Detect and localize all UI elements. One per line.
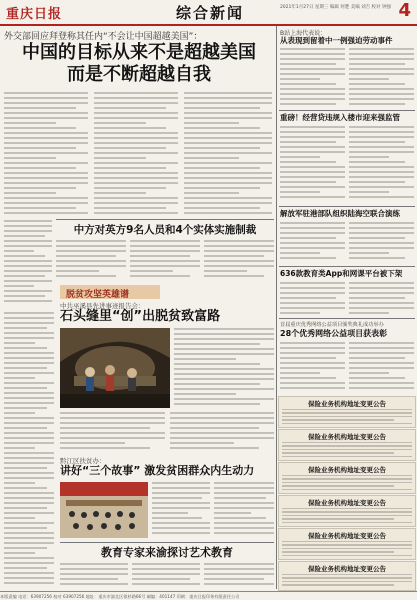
page-number: 4 — [398, 0, 411, 21]
notice-2 — [278, 429, 416, 461]
lead-body-col3 — [184, 92, 272, 216]
left-col-body-2 — [4, 312, 54, 588]
feature-kicker: 中共巫溪县先进事迹报告会： — [60, 302, 145, 310]
right-body-1a — [280, 48, 345, 108]
notice-body — [282, 574, 412, 590]
divider — [56, 219, 274, 220]
qianjiang-headline: 讲好“三个故事” 激发贫困群众内生动力 — [60, 464, 255, 477]
notice-body — [282, 409, 412, 425]
feature-body-col2 — [60, 412, 165, 452]
sanctions-headline: 中方对英方9名人员和4个实体实施制裁 — [73, 224, 257, 236]
lead-kicker: 外交部回应拜登称其任内“不会让中国超越美国”： — [4, 32, 203, 42]
right-headline-4: 636款教育类App和网课平台被下架 — [280, 269, 403, 278]
notice-5 — [278, 528, 416, 560]
masthead — [0, 0, 417, 26]
right-divider-1 — [279, 110, 415, 111]
edu-headline: 教育专家来渝探讨艺术教育 — [101, 546, 233, 559]
issue-meta: 2021年1月27日 星期三 编辑 何楚 美编 刘吉 校对 钟强 — [279, 5, 391, 10]
edu-body-3 — [204, 563, 274, 589]
right-body-1b — [349, 48, 414, 108]
feature-body-col3 — [170, 412, 274, 452]
right-divider-3 — [279, 266, 415, 267]
meeting-photo — [60, 482, 148, 538]
right-headline-1: 从表现到留着中一例强迫劳动事件 — [280, 36, 393, 45]
meeting-scene-image — [60, 482, 148, 538]
divider-2 — [60, 542, 274, 543]
notice-title: 保险业务机构地址变更公告 — [308, 466, 386, 474]
sanctions-body-1 — [56, 240, 126, 280]
column-divider — [276, 26, 277, 589]
feature-banner — [60, 285, 160, 299]
notice-body — [282, 508, 412, 524]
lead-headline-1: 中国的目标从来不是超越美国 — [22, 42, 256, 63]
section-title: 综合新闻 — [176, 4, 245, 22]
right-body-3b — [349, 222, 414, 264]
qianjiang-kicker: 黔江区扶贫办： — [60, 457, 106, 465]
right-kicker-5: 首届重庆优秀网络公益项目颁奖典礼成功举办 — [280, 322, 384, 328]
right-headline-5: 28个优秀网络公益项目获表彰 — [280, 329, 388, 338]
lead-body-col2 — [94, 92, 178, 216]
right-body-2a — [280, 126, 345, 202]
feature-body-col1 — [174, 328, 274, 408]
right-body-4a — [280, 282, 345, 316]
right-kicker-1: B站上海代表说： — [280, 30, 327, 37]
notice-title: 保险业务机构地址变更公告 — [308, 499, 386, 507]
cave-scene-image — [60, 328, 170, 408]
right-divider-4 — [279, 318, 415, 319]
lead-body-col1 — [4, 92, 88, 216]
lead-headline-2: 而是不断超越自我 — [67, 64, 211, 85]
notice-title: 保险业务机构地址变更公告 — [308, 532, 386, 540]
left-col-body — [4, 220, 52, 308]
right-body-5b — [349, 342, 414, 392]
notice-title: 保险业务机构地址变更公告 — [308, 565, 386, 573]
qianjiang-body-1 — [152, 482, 210, 538]
feature-photo — [60, 328, 170, 408]
right-headline-3: 解放军驻港部队组织陆海空联合演练 — [280, 209, 400, 218]
notice-body — [282, 442, 412, 458]
notice-1 — [278, 396, 416, 428]
right-body-5a — [280, 342, 345, 392]
sanctions-body-3 — [204, 240, 274, 280]
right-body-2b — [349, 126, 414, 202]
page-footer: 本版责编 电话：63907256 校对 63907256 地址：重庆市渝北区银杉路66号 邮编：401147 印刷：重庆日报印务有限责任公司 — [0, 591, 417, 600]
feature-headline: 石头缝里“创”出脱贫致富路 — [60, 309, 221, 324]
feature-banner-text: 脱贫攻坚英雄谱 — [66, 290, 130, 300]
right-body-4b — [349, 282, 414, 316]
edu-body-2 — [132, 563, 200, 589]
notice-title: 保险业务机构地址变更公告 — [308, 400, 386, 408]
notice-body — [282, 541, 412, 557]
notice-4 — [278, 495, 416, 527]
paper-name: 重庆日报 — [6, 7, 63, 22]
notice-6 — [278, 561, 416, 591]
right-headline-2: 重磅！经营贷违规入楼市迎来强监管 — [280, 113, 400, 122]
right-divider-2 — [279, 206, 415, 207]
qianjiang-body-2 — [214, 482, 274, 538]
notice-3 — [278, 462, 416, 494]
notice-title: 保险业务机构地址变更公告 — [308, 433, 386, 441]
right-body-3a — [280, 222, 345, 264]
edu-body-1 — [60, 563, 128, 589]
notice-body — [282, 475, 412, 491]
sanctions-body-2 — [130, 240, 200, 280]
